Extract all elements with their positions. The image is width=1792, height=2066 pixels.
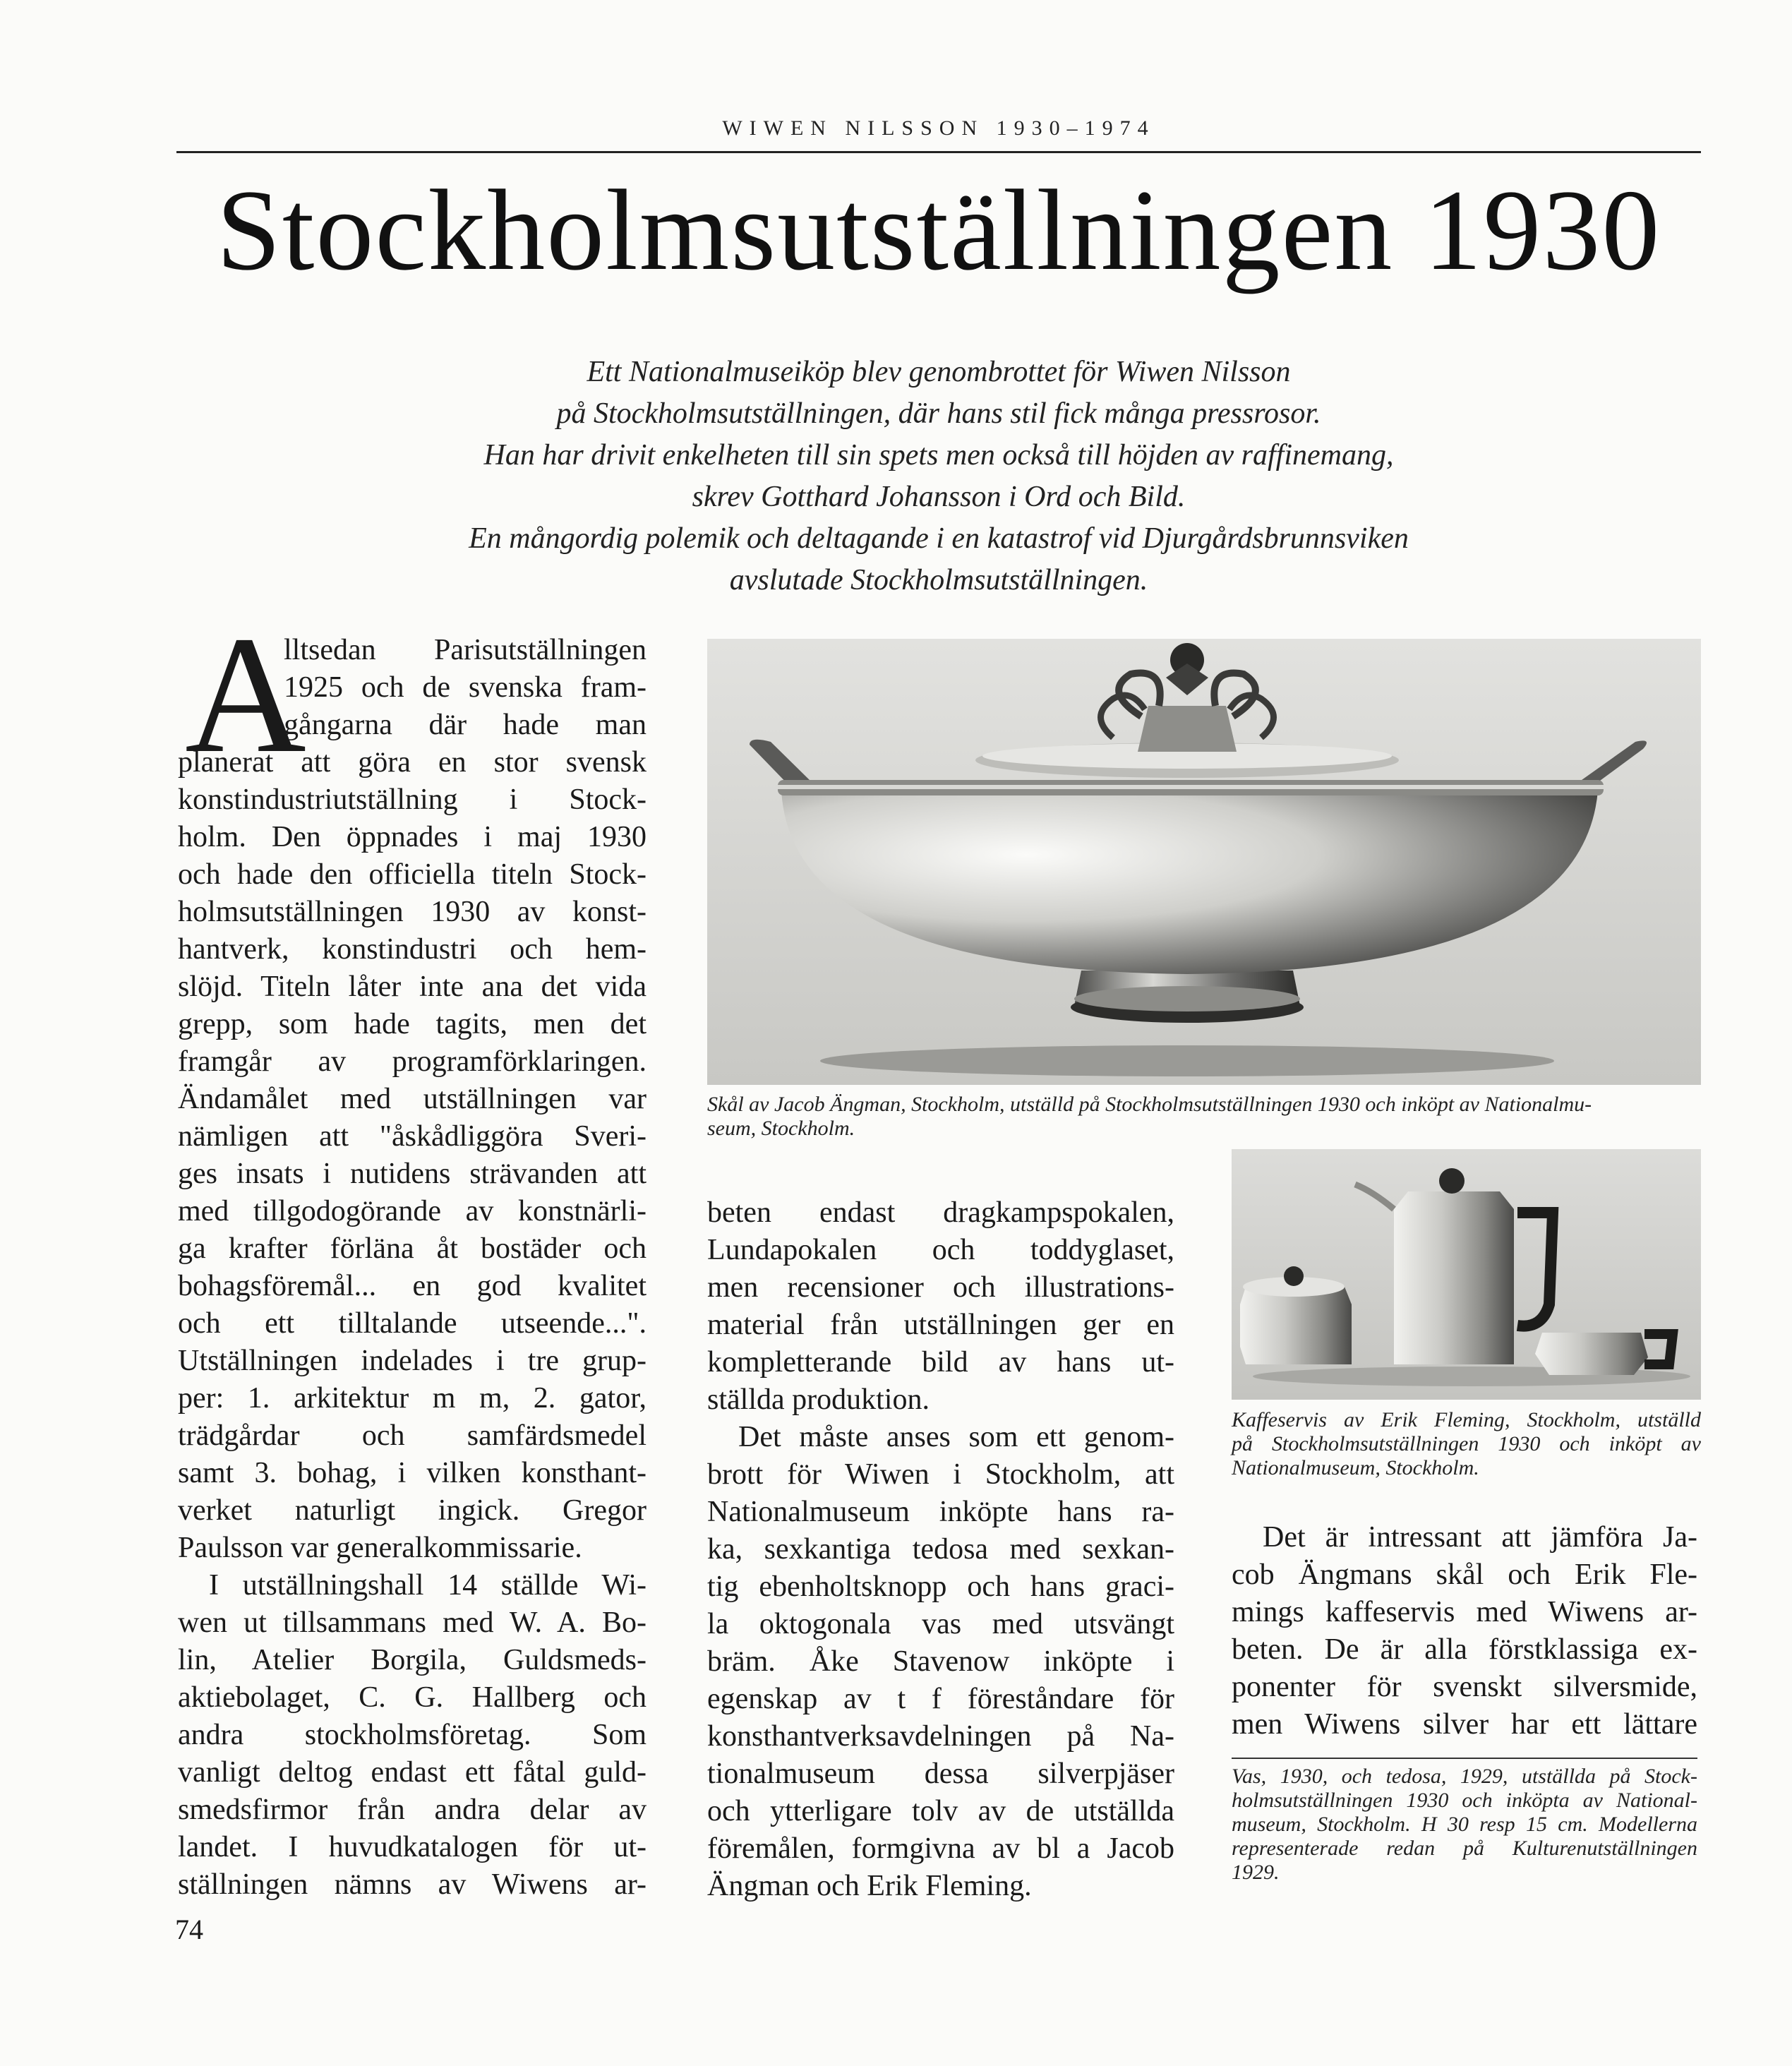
caption-line: Skål av Jacob Ängman, Stockholm, utställd på Stockholmsutställningen 1930 och inköpt av Nationalmu- [707, 1093, 1592, 1116]
body-column-2 [707, 1194, 1174, 1905]
bowl-photo [707, 639, 1701, 1085]
text-line: men recensioner och illustrations- [707, 1271, 1174, 1304]
text-line: andra stockholmsföretag. Som [178, 1719, 647, 1751]
text-line: brott för Wiwen i Stockholm, att [707, 1458, 1174, 1491]
text-line: slöjd. Titeln låter inte ana det vida [178, 971, 647, 1003]
text-line: Det är intressant att jämföra Ja- [1263, 1521, 1697, 1554]
text-line: samt 3. bohag, i vilken konsthant- [178, 1457, 647, 1489]
text-line: holmsutställningen 1930 av konst- [178, 896, 647, 928]
text-line: föremålen, formgivna av bl a Jacob [707, 1832, 1174, 1865]
text-line: ga krafter förläna åt bostäder och [178, 1232, 647, 1265]
text-line: kompletterande bild av hans ut- [707, 1346, 1174, 1379]
text-line: verket naturligt ingick. Gregor [178, 1494, 647, 1527]
caption-line: Vas, 1930, och tedosa, 1929, utställda på Stock- [1232, 1765, 1697, 1788]
text-line: Ängman och Erik Fleming. [707, 1870, 1032, 1902]
caption-line: seum, Stockholm. [707, 1117, 855, 1140]
text-line: material från utställningen ger en [707, 1309, 1174, 1341]
text-line: egenskap av t f föreståndare för [707, 1683, 1174, 1715]
coffee-service-photo [1232, 1149, 1701, 1400]
text-line: mings kaffeservis med Wiwens ar- [1232, 1596, 1697, 1628]
text-line: Utställningen indelades i tre grup- [178, 1345, 647, 1377]
text-line: ponenter för svenskt silversmide, [1232, 1671, 1697, 1703]
caption-line: representerade redan på Kulturenutställningen [1232, 1837, 1697, 1860]
text-line: smedsfirmor från andra delar av [178, 1794, 647, 1826]
page-title: Stockholmsutställningen 1930 [216, 167, 1661, 294]
text-line: lltsedan Parisutställningen [284, 634, 647, 666]
text-line: ställda produktion. [707, 1383, 930, 1416]
text-line: bräm. Åke Stavenow inköpte i [707, 1645, 1174, 1678]
text-line: landet. I huvudkatalogen för ut- [178, 1831, 647, 1863]
text-line: nämligen att "åskådliggöra Sveri- [178, 1120, 647, 1153]
caption-line: 1929. [1232, 1861, 1280, 1884]
text-line: bohagsföremål... en god kvalitet [178, 1270, 647, 1302]
text-line: cob Ängmans skål och Erik Fle- [1232, 1558, 1697, 1591]
text-line: 1925 och de svenska fram- [284, 671, 647, 704]
caption-line: på Stockholmsutställningen 1930 och inköpt av [1232, 1432, 1701, 1455]
text-line: och ytterligare tolv av de utställda [707, 1795, 1174, 1827]
running-head: WIWEN NILSSON 1930–1974 [722, 116, 1155, 140]
text-line: gångarna där hade man [284, 709, 647, 741]
text-line: ställningen nämns av Wiwens ar- [178, 1868, 647, 1901]
header-rule [176, 151, 1701, 153]
intro-line: på Stockholmsutställningen, där hans stil fick många pressrosor. [556, 397, 1321, 430]
intro-line: En mångordig polemik och deltagande i en katastrof vid Djurgårdsbrunnsviken [469, 522, 1409, 555]
text-line: Nationalmuseum inköpte hans ra- [707, 1496, 1174, 1528]
text-line: tig ebenholtsknopp och hans graci- [707, 1570, 1174, 1603]
vase-caption [1232, 1765, 1697, 1885]
caption-line: Nationalmuseum, Stockholm. [1232, 1456, 1479, 1479]
text-line: holm. Den öppnades i maj 1930 [178, 821, 647, 853]
text-line: Det måste anses som ett genom- [738, 1421, 1174, 1453]
text-line: och ett tilltalande utseende...". [178, 1307, 647, 1340]
tureen-illustration [707, 639, 1701, 1085]
intro-line: Ett Nationalmuseiköp blev genombrottet för Wiwen Nilsson [587, 356, 1291, 388]
intro-line: Han har drivit enkelheten till sin spets men också till höjden av raffinemang, [483, 439, 1394, 472]
intro-line: avslutade Stockholmsutställningen. [729, 564, 1148, 596]
text-line: beten. De är alla förstklassiga ex- [1232, 1633, 1697, 1666]
intro-deck [395, 352, 1482, 601]
text-line: planerat att göra en stor svensk [178, 746, 647, 779]
caption-rule [1232, 1758, 1697, 1759]
caption-line: Kaffeservis av Erik Fleming, Stockholm, utställd [1232, 1408, 1701, 1431]
text-line: men Wiwens silver har ett lättare [1232, 1708, 1697, 1741]
text-line: trädgårdar och samfärdsmedel [178, 1419, 647, 1452]
drop-cap: A [185, 602, 306, 788]
page-number: 74 [175, 1914, 203, 1945]
intro-line: skrev Gotthard Johansson i Ord och Bild. [692, 481, 1186, 513]
text-line: med tillgodogörande av konstnärli- [178, 1195, 647, 1227]
text-line: Ändamålet med utställningen var [178, 1083, 647, 1115]
text-line: I utställningshall 14 ställde Wi- [209, 1569, 647, 1602]
body-column-1 [178, 632, 647, 1904]
text-line: konstindustriutställning i Stock- [178, 783, 647, 816]
text-line: och hade den officiella titeln Stock- [178, 858, 647, 891]
text-line: la oktogonala vas med utsvängt [707, 1608, 1174, 1640]
coffee-service-illustration [1232, 1149, 1701, 1400]
body-column-3 [1232, 1519, 1697, 1743]
bowl-caption [707, 1093, 1701, 1141]
text-line: framgår av programförklaringen. [178, 1045, 647, 1078]
text-line: beten endast dragkampspokalen, [707, 1196, 1174, 1229]
coffee-service-caption [1232, 1408, 1701, 1480]
text-line: Lundapokalen och toddyglaset, [707, 1234, 1174, 1266]
text-line: Paulsson var generalkommissarie. [178, 1532, 582, 1564]
text-line: grepp, som hade tagits, men det [178, 1008, 647, 1040]
caption-line: holmsutställningen 1930 och inköpta av National- [1232, 1789, 1697, 1812]
text-line: tionalmuseum dessa silverpjäser [707, 1758, 1174, 1790]
text-line: vanligt deltog endast ett fåtal guld- [178, 1756, 647, 1789]
caption-line: museum, Stockholm. H 30 resp 15 cm. Modellerna [1232, 1813, 1697, 1836]
text-line: ka, sexkantiga tedosa med sexkan- [707, 1533, 1174, 1566]
text-line: aktiebolaget, C. G. Hallberg och [178, 1681, 647, 1714]
text-line: lin, Atelier Borgila, Guldsmeds- [178, 1644, 647, 1676]
text-line: konsthantverksavdelningen på Na- [707, 1720, 1174, 1753]
text-line: ges insats i nutidens strävanden att [178, 1158, 647, 1190]
text-line: wen ut tillsammans med W. A. Bo- [178, 1606, 647, 1639]
text-line: per: 1. arkitektur m m, 2. gator, [178, 1382, 647, 1415]
text-line: hantverk, konstindustri och hem- [178, 933, 647, 966]
